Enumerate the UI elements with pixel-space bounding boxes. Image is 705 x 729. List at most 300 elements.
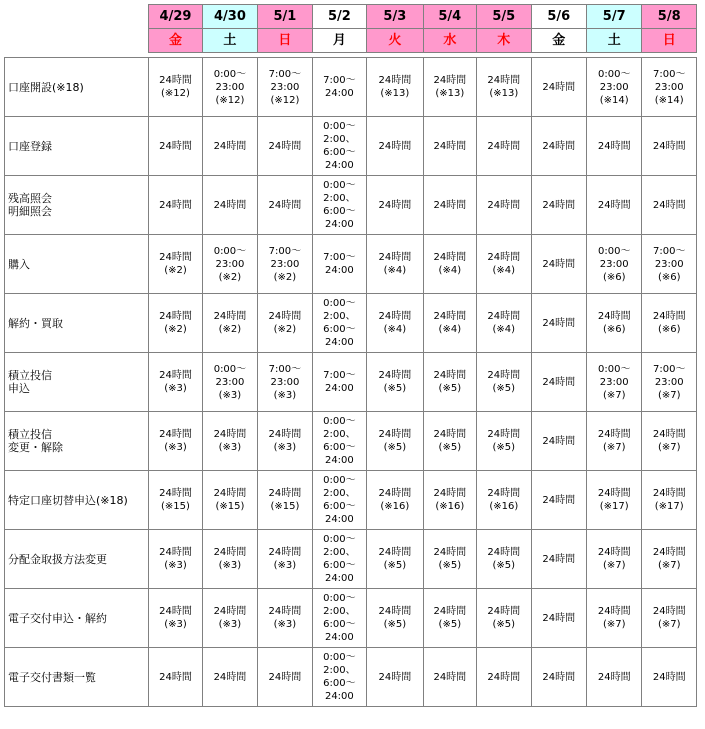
hours-line: 24時間 <box>378 140 412 152</box>
hours-cell <box>367 412 423 471</box>
hours-cell <box>367 235 423 294</box>
hours-line: (※13) <box>380 88 410 99</box>
date-cell: 5/8 <box>642 5 697 29</box>
hours-line: 24:00 <box>324 219 354 230</box>
service-label-line: 特定口座切替申込(※18) <box>8 493 128 507</box>
hours-cell <box>477 412 531 471</box>
hours-cell <box>477 353 531 412</box>
hours-line: 23:00 <box>215 376 245 388</box>
hours-line: 24時間 <box>433 606 467 617</box>
hours-line: 24時間 <box>597 199 631 211</box>
hours-cell <box>312 294 366 353</box>
hours-line: (※7) <box>602 442 626 453</box>
hours-cell <box>586 353 641 412</box>
service-hours-table <box>4 4 697 707</box>
hours-cell <box>531 471 586 530</box>
hours-line: (※7) <box>602 560 626 571</box>
hours-line: 0:00～ <box>323 534 356 545</box>
service-label <box>5 58 149 117</box>
hours-cell <box>586 471 641 530</box>
hours-line: 24:00 <box>324 691 354 702</box>
hours-cell <box>531 58 586 117</box>
hours-cell <box>477 235 531 294</box>
hours-cell <box>423 176 476 235</box>
hours-cell <box>367 58 423 117</box>
hours-cell <box>149 294 202 353</box>
hours-cell <box>258 294 312 353</box>
hours-cell <box>258 235 312 294</box>
hours-line: (※7) <box>602 619 626 630</box>
hours-cell <box>423 648 476 707</box>
hours-line: 6:00～ <box>323 501 356 512</box>
service-label <box>5 235 149 294</box>
hours-cell <box>642 58 697 117</box>
hours-line: 24時間 <box>597 488 631 499</box>
hours-line: (※5) <box>492 383 516 394</box>
hours-line: 24時間 <box>433 671 467 683</box>
hours-cell <box>149 353 202 412</box>
hours-cell <box>367 294 423 353</box>
hours-cell <box>149 471 202 530</box>
hours-line: (※14) <box>599 94 629 106</box>
date-cell: 5/7 <box>586 5 641 29</box>
hours-line: 24時間 <box>159 671 192 683</box>
hours-line: 24時間 <box>159 370 192 381</box>
table-body <box>5 5 697 707</box>
hours-line: 0:00～ <box>323 652 356 663</box>
hours-cell <box>477 176 531 235</box>
service-row <box>5 58 697 117</box>
hours-line: (※3) <box>164 383 187 394</box>
hours-line: 24時間 <box>652 671 686 683</box>
hours-line: 0:00～ <box>323 298 356 309</box>
hours-line: (※2) <box>218 271 242 283</box>
hours-line: 23:00 <box>654 376 684 388</box>
hours-line: 23:00 <box>215 258 245 270</box>
hours-line: (※5) <box>438 442 462 453</box>
hours-line: 0:00～ <box>323 416 356 427</box>
hours-cell <box>642 176 697 235</box>
hours-line: (※5) <box>383 383 407 394</box>
hours-line: 24時間 <box>542 258 576 270</box>
service-label-line: 申込 <box>8 382 30 395</box>
hours-cell <box>642 117 697 176</box>
hours-line: (※3) <box>273 560 297 571</box>
hours-line: 24時間 <box>487 252 521 263</box>
hours-cell <box>149 58 202 117</box>
hours-cell <box>149 412 202 471</box>
weekday-cell: 土 <box>586 29 641 53</box>
hours-line: 24時間 <box>597 311 631 322</box>
hours-line: 24時間 <box>652 547 686 558</box>
hours-cell <box>367 353 423 412</box>
hours-line: 24時間 <box>378 311 412 322</box>
hours-line: 24時間 <box>487 199 521 211</box>
service-row <box>5 530 697 589</box>
hours-line: 24時間 <box>213 311 247 322</box>
hours-line: 24時間 <box>378 671 412 683</box>
service-label-line: 解約・買取 <box>8 316 63 330</box>
hours-line: 24時間 <box>268 429 302 440</box>
hours-line: (※5) <box>492 442 516 453</box>
hours-line: 6:00～ <box>323 442 356 453</box>
hours-line: 24時間 <box>652 488 686 499</box>
hours-cell <box>149 530 202 589</box>
hours-line: (※7) <box>602 389 626 401</box>
hours-cell <box>312 589 366 648</box>
hours-line: 24時間 <box>159 547 192 558</box>
hours-line: 2:00、 <box>323 488 356 499</box>
hours-line: 24時間 <box>159 429 192 440</box>
hours-cell <box>312 648 366 707</box>
hours-line: 7:00～ <box>323 252 356 263</box>
hours-cell <box>586 530 641 589</box>
hours-line: 7:00～ <box>652 363 686 375</box>
hours-line: 24時間 <box>378 75 412 86</box>
hours-cell <box>477 589 531 648</box>
service-row <box>5 117 697 176</box>
hours-cell <box>258 589 312 648</box>
hours-line: (※17) <box>654 501 684 512</box>
hours-line: (※3) <box>164 442 187 453</box>
hours-line: 24時間 <box>159 140 192 152</box>
hours-line: (※16) <box>489 501 519 512</box>
hours-line: 24時間 <box>597 671 631 683</box>
hours-line: (※3) <box>273 442 297 453</box>
hours-line: 0:00～ <box>597 363 631 375</box>
hours-line: (※5) <box>492 560 516 571</box>
hours-cell <box>586 412 641 471</box>
hours-line: 23:00 <box>654 81 684 93</box>
service-label <box>5 412 149 471</box>
hours-line: (※3) <box>218 389 242 401</box>
hours-line: 24時間 <box>487 370 521 381</box>
service-label-line: 購入 <box>8 257 30 271</box>
hours-cell <box>423 589 476 648</box>
corner-blank <box>5 29 149 53</box>
hours-line: 24時間 <box>378 199 412 211</box>
hours-cell <box>477 117 531 176</box>
hours-cell <box>312 58 366 117</box>
hours-cell <box>477 294 531 353</box>
hours-line: 24時間 <box>542 612 576 624</box>
hours-line: 0:00～ <box>597 68 631 80</box>
hours-line: 0:00～ <box>597 245 631 257</box>
hours-cell <box>531 117 586 176</box>
hours-cell <box>531 589 586 648</box>
hours-line: 0:00～ <box>323 593 356 604</box>
hours-line: (※5) <box>383 442 407 453</box>
hours-line: (※17) <box>599 501 629 512</box>
hours-line: 6:00～ <box>323 206 356 217</box>
service-label-line: 残高照会 <box>8 192 52 205</box>
hours-cell <box>202 471 257 530</box>
hours-line: 24時間 <box>213 140 247 152</box>
hours-line: (※7) <box>657 389 681 401</box>
hours-line: 24時間 <box>433 370 467 381</box>
hours-line: 24時間 <box>433 75 467 86</box>
service-label <box>5 117 149 176</box>
hours-line: (※16) <box>380 501 410 512</box>
hours-cell <box>586 58 641 117</box>
date-cell: 4/30 <box>202 5 257 29</box>
hours-line: (※12) <box>161 88 190 99</box>
hours-cell <box>202 648 257 707</box>
hours-line: 6:00～ <box>323 147 356 158</box>
hours-line: (※3) <box>218 442 242 453</box>
hours-cell <box>312 471 366 530</box>
hours-line: 24時間 <box>213 671 247 683</box>
hours-line: 24時間 <box>652 199 686 211</box>
hours-cell <box>149 176 202 235</box>
hours-line: 24時間 <box>487 547 521 558</box>
hours-line: 24時間 <box>433 429 467 440</box>
service-label <box>5 648 149 707</box>
hours-line: 23:00 <box>270 258 300 270</box>
hours-line: (※3) <box>218 560 242 571</box>
hours-line: 24時間 <box>433 252 467 263</box>
service-label <box>5 589 149 648</box>
hours-line: (※13) <box>489 88 519 99</box>
date-cell: 5/2 <box>312 5 366 29</box>
hours-line: 2:00、 <box>323 606 356 617</box>
hours-cell <box>258 176 312 235</box>
weekday-cell: 日 <box>642 29 697 53</box>
hours-cell <box>531 235 586 294</box>
hours-cell <box>642 648 697 707</box>
hours-line: (※3) <box>218 619 242 630</box>
hours-line: (※5) <box>438 560 462 571</box>
hours-cell <box>531 353 586 412</box>
hours-line: 6:00～ <box>323 324 356 335</box>
hours-line: 2:00、 <box>323 193 356 204</box>
hours-line: 0:00～ <box>213 68 247 80</box>
hours-cell <box>367 471 423 530</box>
hours-line: (※2) <box>273 271 297 283</box>
service-label <box>5 176 149 235</box>
hours-line: 24時間 <box>378 547 412 558</box>
hours-cell <box>202 353 257 412</box>
weekday-header-row <box>5 29 697 53</box>
service-label <box>5 471 149 530</box>
hours-line: 24時間 <box>487 671 521 683</box>
service-row <box>5 471 697 530</box>
hours-cell <box>586 176 641 235</box>
weekday-cell: 土 <box>202 29 257 53</box>
service-label-line: 電子交付申込・解約 <box>8 611 107 625</box>
hours-line: (※6) <box>657 271 681 283</box>
hours-line: 24時間 <box>433 199 467 211</box>
hours-cell <box>423 353 476 412</box>
hours-line: 24:00 <box>324 455 354 466</box>
hours-cell <box>202 176 257 235</box>
hours-line: 24時間 <box>487 75 521 86</box>
hours-line: 23:00 <box>599 376 629 388</box>
hours-line: 7:00～ <box>652 68 686 80</box>
hours-line: 23:00 <box>654 258 684 270</box>
hours-cell <box>202 412 257 471</box>
service-label-line: 分配金取扱方法変更 <box>8 552 107 566</box>
hours-line: (※6) <box>657 324 681 335</box>
hours-line: (※6) <box>602 324 626 335</box>
date-cell: 5/5 <box>477 5 531 29</box>
hours-line: (※5) <box>492 619 516 630</box>
hours-cell <box>423 235 476 294</box>
hours-cell <box>586 294 641 353</box>
hours-line: (※4) <box>383 324 407 335</box>
hours-cell <box>477 530 531 589</box>
hours-cell <box>642 589 697 648</box>
hours-line: (※5) <box>438 383 462 394</box>
hours-line: (※7) <box>657 442 681 453</box>
hours-cell <box>423 412 476 471</box>
service-label <box>5 530 149 589</box>
hours-line: (※4) <box>492 324 516 335</box>
hours-cell <box>423 530 476 589</box>
service-label-line: 変更・解除 <box>8 441 63 454</box>
hours-cell <box>367 648 423 707</box>
hours-line: 24時間 <box>378 370 412 381</box>
hours-line: 24時間 <box>433 140 467 152</box>
hours-line: 24時間 <box>433 547 467 558</box>
hours-cell <box>202 589 257 648</box>
hours-cell <box>258 530 312 589</box>
hours-cell <box>312 117 366 176</box>
hours-line: 24時間 <box>268 140 302 152</box>
hours-line: 24時間 <box>159 606 192 617</box>
hours-line: 24時間 <box>268 199 302 211</box>
hours-line: (※3) <box>273 619 297 630</box>
service-label-line: 積立投信 <box>8 428 52 441</box>
hours-cell <box>477 58 531 117</box>
hours-line: 24時間 <box>542 553 576 565</box>
date-cell: 5/4 <box>423 5 476 29</box>
date-cell: 5/6 <box>531 5 586 29</box>
hours-line: 24時間 <box>159 488 192 499</box>
service-row <box>5 589 697 648</box>
hours-line: 24:00 <box>324 265 354 276</box>
hours-cell <box>202 58 257 117</box>
date-cell: 5/3 <box>367 5 423 29</box>
service-label-line: 口座登録 <box>8 139 52 153</box>
hours-line: 2:00、 <box>323 547 356 558</box>
hours-line: 24時間 <box>268 311 302 322</box>
hours-cell <box>258 58 312 117</box>
hours-cell <box>423 471 476 530</box>
hours-line: 24時間 <box>597 140 631 152</box>
hours-cell <box>367 176 423 235</box>
hours-line: 24時間 <box>597 429 631 440</box>
hours-line: 24時間 <box>542 317 576 329</box>
hours-line: 24時間 <box>597 547 631 558</box>
hours-line: 24時間 <box>213 547 247 558</box>
hours-cell <box>149 117 202 176</box>
hours-cell <box>531 530 586 589</box>
date-cell: 5/1 <box>258 5 312 29</box>
hours-line: 24時間 <box>159 311 192 322</box>
hours-line: 2:00、 <box>323 665 356 676</box>
hours-line: 24時間 <box>213 488 247 499</box>
hours-line: 0:00～ <box>213 363 247 375</box>
hours-cell <box>642 530 697 589</box>
hours-line: (※4) <box>438 324 462 335</box>
hours-cell <box>531 412 586 471</box>
hours-line: (※2) <box>164 265 187 276</box>
hours-line: (※7) <box>657 619 681 630</box>
hours-line: 24時間 <box>542 671 576 683</box>
hours-line: 23:00 <box>270 376 300 388</box>
hours-line: 24時間 <box>433 311 467 322</box>
hours-line: 0:00～ <box>323 475 356 486</box>
weekday-cell: 金 <box>149 29 202 53</box>
hours-line: (※2) <box>164 324 187 335</box>
hours-line: (※14) <box>654 94 684 106</box>
hours-cell <box>531 294 586 353</box>
service-label-line: 積立投信 <box>8 369 52 382</box>
hours-line: 6:00～ <box>323 678 356 689</box>
hours-line: 0:00～ <box>213 245 247 257</box>
hours-cell <box>312 530 366 589</box>
hours-cell <box>202 294 257 353</box>
hours-cell <box>586 589 641 648</box>
hours-line: 24時間 <box>487 140 521 152</box>
service-row <box>5 176 697 235</box>
hours-line: (※5) <box>383 619 407 630</box>
hours-line: 24時間 <box>213 606 247 617</box>
weekday-cell: 月 <box>312 29 366 53</box>
hours-cell <box>149 648 202 707</box>
hours-line: 24時間 <box>433 488 467 499</box>
hours-line: 24時間 <box>213 199 247 211</box>
hours-line: (※4) <box>492 265 516 276</box>
hours-line: 24時間 <box>487 429 521 440</box>
hours-line: (※5) <box>383 560 407 571</box>
hours-cell <box>586 235 641 294</box>
hours-line: (※15) <box>270 501 300 512</box>
weekday-cell: 金 <box>531 29 586 53</box>
hours-cell <box>202 530 257 589</box>
hours-line: (※13) <box>435 88 465 99</box>
hours-line: 7:00～ <box>323 75 356 86</box>
hours-cell <box>423 117 476 176</box>
hours-cell <box>202 235 257 294</box>
hours-line: 6:00～ <box>323 560 356 571</box>
hours-cell <box>531 648 586 707</box>
hours-cell <box>477 471 531 530</box>
service-row <box>5 353 697 412</box>
hours-line: 2:00、 <box>323 134 356 145</box>
hours-line: 24時間 <box>652 606 686 617</box>
hours-line: 2:00、 <box>323 429 356 440</box>
hours-line: 24時間 <box>597 606 631 617</box>
hours-line: (※15) <box>161 501 190 512</box>
hours-line: (※15) <box>215 501 245 512</box>
hours-cell <box>642 235 697 294</box>
hours-cell <box>312 235 366 294</box>
hours-line: (※2) <box>273 324 297 335</box>
hours-line: 24時間 <box>652 429 686 440</box>
hours-cell <box>258 648 312 707</box>
hours-line: 24:00 <box>324 88 354 99</box>
hours-line: 23:00 <box>215 81 245 93</box>
hours-line: 24時間 <box>268 671 302 683</box>
hours-cell <box>149 235 202 294</box>
hours-line: (※7) <box>657 560 681 571</box>
hours-line: 24時間 <box>159 252 192 263</box>
weekday-cell: 木 <box>477 29 531 53</box>
hours-cell <box>477 648 531 707</box>
hours-cell <box>258 412 312 471</box>
